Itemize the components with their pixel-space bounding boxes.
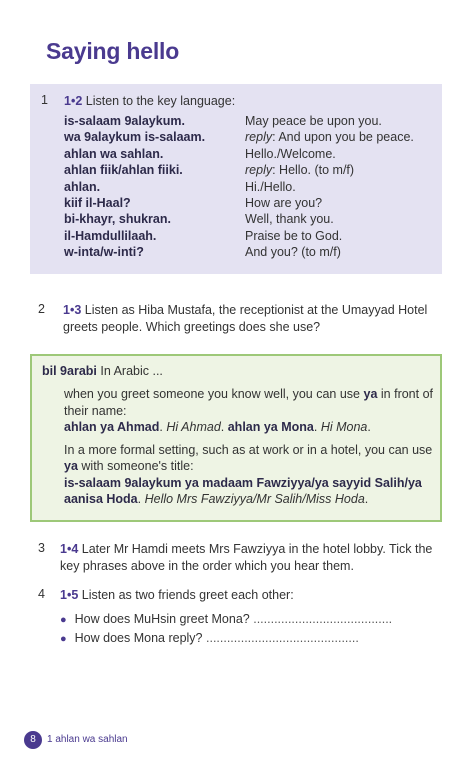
translation: And you? (to m/f) [245,245,341,260]
translation: reply: And upon you be peace. [245,130,414,145]
translation: Praise be to God. [245,228,343,243]
in-arabic-tip-box [30,354,442,522]
arabic-phrase: ahlan wa sahlan. [64,146,164,161]
audio-track-label: 1•4 [60,542,79,556]
exercise-number: 1 [41,93,48,107]
arabic-phrase: ahlan fiik/ahlan fiiki. [64,163,183,178]
exercise-instruction [63,302,433,336]
chapter-footer: 1 ahlan wa sahlan [47,734,128,745]
instruction-text: Later Mr Hamdi meets Mrs Fawziyya in the hotel lobby. Tick the key phrases above in the order which you hear them. [60,542,433,573]
answer-blank[interactable]: ........................................ [253,612,393,626]
translation: May peace be upon you. [245,114,382,128]
list-item: ● How does Mona reply? ............................................ [60,631,359,645]
tip-paragraph: In a more formal setting, such as at work or in a hotel, you can use ya with someone's title: is-salaam 9alaykum ya madaam Fawziyya/ya sayyid Salih/ya aanisa Hoda. Hello Mrs Fawziyya/Mr Salih/Miss Hoda. [64,442,433,506]
instruction-text: Listen as Hiba Mustafa, the receptionist at the Umayyad Hotel greets people. Which greetings does she use? [63,303,428,334]
bullet-icon: ● [60,633,67,645]
answer-blank[interactable]: ............................................ [206,631,359,645]
arabic-phrase: is-salaam 9alaykum. [64,114,185,128]
exercise-number: 2 [38,302,45,316]
tip-paragraph: when you greet someone you know well, you can use ya in front of their name: ahlan ya Ahmad. Hi Ahmad. ahlan ya Mona. Hi Mona. [64,387,434,434]
translation: Well, thank you. [245,212,334,227]
audio-track-label: 1•3 [63,303,82,317]
exercise-instruction [60,587,294,604]
bullet-icon: ● [60,614,67,626]
translation: Hi./Hello. [245,179,296,194]
exercise-instruction [60,541,435,575]
tip-body [64,386,434,514]
arabic-phrase: ahlan. [64,179,101,194]
translation: reply: Hello. (to m/f) [245,163,355,178]
exercise-number: 4 [38,587,45,601]
arabic-phrase-list [64,113,244,261]
arabic-phrase: kiif il-Haal? [64,196,131,211]
audio-track-label: 1•5 [60,588,79,602]
english-translation-list [245,113,435,261]
exercise-number: 3 [38,541,45,555]
arabic-phrase: w-inta/w-inti? [64,245,144,260]
translation: Hello./Welcome. [245,146,336,161]
instruction-text: Listen as two friends greet each other: [81,588,294,602]
arabic-phrase: wa 9alaykum is-salaam. [64,130,206,145]
tip-title: bil 9arabi In Arabic ... [42,364,163,378]
list-item: ● How does MuHsin greet Mona? ........................................ [60,612,393,626]
arabic-phrase: bi-khayr, shukran. [64,212,171,227]
page-title: Saying hello [46,38,180,64]
page-number: 8 [24,731,42,749]
translation: How are you? [245,196,323,211]
exercise-instruction [64,93,235,110]
audio-track-label: 1•2 [64,94,83,108]
question-list [60,610,392,648]
instruction-text: Listen to the key language: [85,94,236,108]
arabic-phrase: il-Hamdullilaah. [64,228,157,243]
